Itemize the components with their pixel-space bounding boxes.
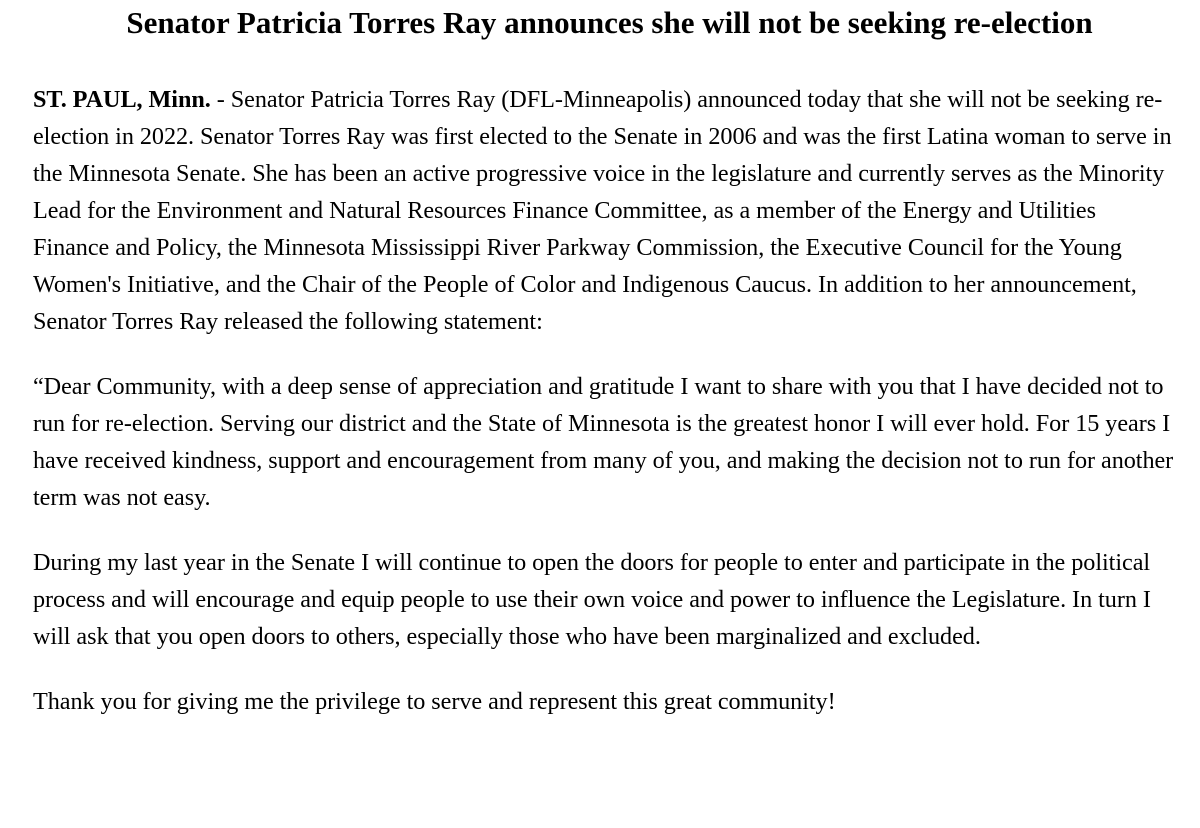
dateline-separator: -: [210, 86, 231, 113]
lede-text: Senator Patricia Torres Ray (DFL-Minneapolis) announced today that she will not be seeking re-election in 2022. Senator Torres Ray was first elected to the Senate in 2006 and was the first Latina woman to serve in the Minnesota Senate. She has been an active progressive voice in the legislature and currently serves as the Minority Lead for the Environment and Natural Resources Finance Committee, as a member of the Energy and Utilities Finance and Policy, the Minnesota Mississippi River Parkway Commission, the Executive Council for the Young Women's Initiative, and the Chair of the People of Color and Indigenous Caucus. In addition to her announcement, Senator Torres Ray released the following statement:: [33, 86, 1172, 335]
dateline: ST. PAUL, Minn.: [33, 86, 211, 113]
headline: Senator Patricia Torres Ray announces she will not be seeking re-election: [126, 5, 1093, 40]
lede-paragraph: [33, 81, 1178, 340]
press-release-page: [0, 4, 1200, 828]
statement-paragraph-1: “Dear Community, with a deep sense of appreciation and gratitude I want to share with you that I have decided not to run for re-election. Serving our district and the State of Minnesota is the greatest honor I will ever hold. For 15 years I have received kindness, support and encouragement from many of you, and making the decision not to run for another term was not easy.: [33, 373, 1174, 511]
statement-paragraph-3: Thank you for giving me the privilege to serve and represent this great community!: [33, 688, 836, 715]
statement-paragraph-2: During my last year in the Senate I will continue to open the doors for people to enter and participate in the political process and will encourage and equip people to use their own voice and power to influence the Legislature. In turn I will ask that you open doors to others, especially those who have been marginalized and excluded.: [33, 549, 1151, 650]
